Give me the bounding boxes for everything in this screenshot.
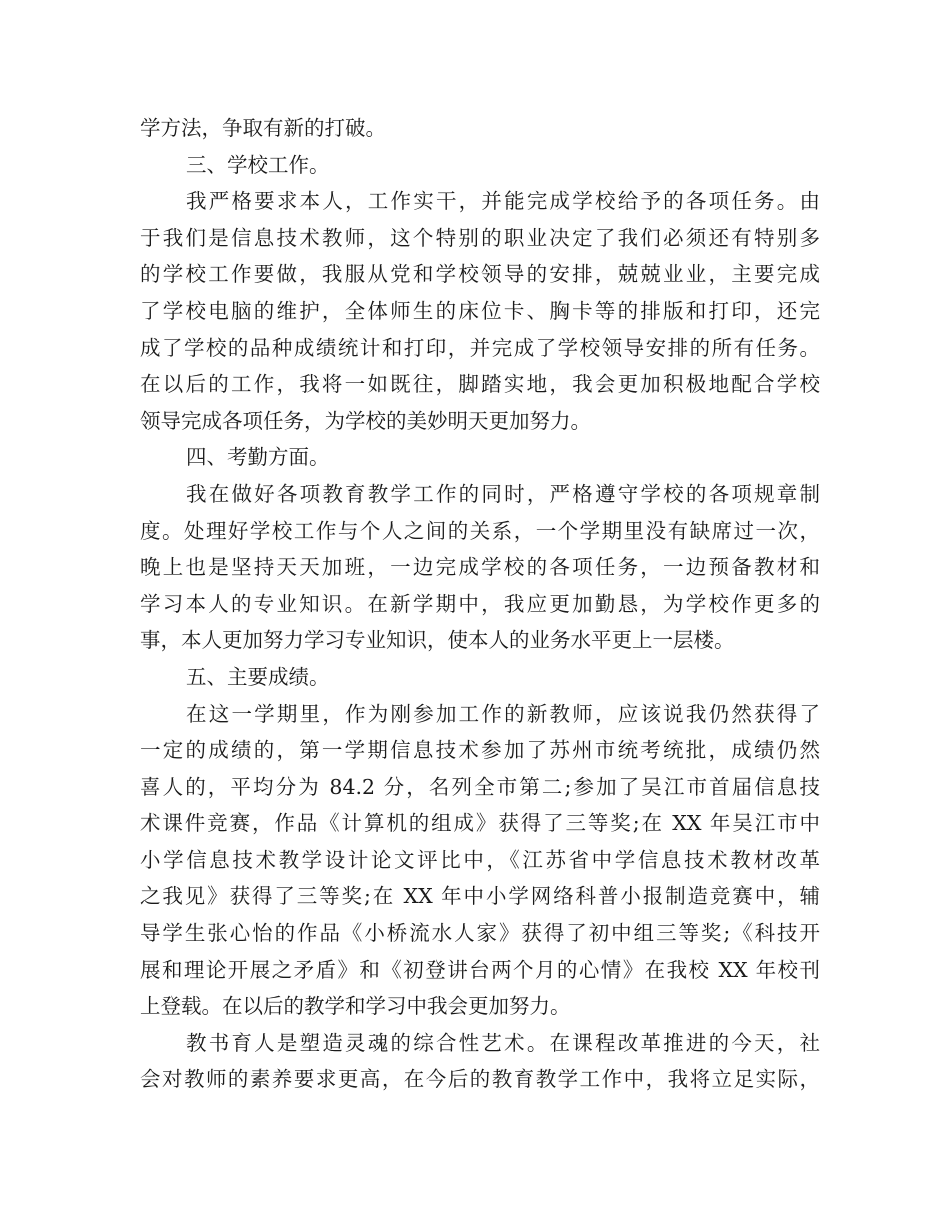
section-heading: 四、考勤方面。 (186, 445, 330, 470)
text-line: 喜人的，平均分为 84.2 分，名列全市第二;参加了吴江市首届信息技 (140, 774, 820, 799)
section-heading: 三、学校工作。 (186, 152, 330, 177)
text-line: 的学校工作要做，我服从党和学校领导的安排，兢兢业业，主要完成 (140, 262, 820, 287)
text-line: 领导完成各项任务，为学校的美妙明天更加努力。 (140, 408, 591, 433)
text-line: 事，本人更加努力学习专业知识，使本人的业务水平更上一层楼。 (140, 628, 735, 653)
text-line: 在这一学期里，作为刚参加工作的新教师，应该说我仍然获得了 (186, 701, 820, 726)
text-line: 教书育人是塑造灵魂的综合性艺术。在课程改革推进的今天，社 (186, 1030, 820, 1055)
text-line: 我严格要求本人，工作实干，并能完成学校给予的各项任务。由 (186, 189, 820, 214)
text-line: 之我见》获得了三等奖;在 XX 年中小学网络科普小报制造竞赛中，辅 (140, 884, 820, 909)
section-heading: 五、主要成绩。 (186, 664, 330, 689)
text-line: 小学信息技术教学设计论文评比中，《江苏省中学信息技术教材改革 (140, 847, 820, 872)
text-line: 会对教师的素养要求更高，在今后的教育教学工作中，我将立足实际， (140, 1067, 820, 1092)
text-line: 于我们是信息技术教师，这个特别的职业决定了我们必须还有特别多 (140, 225, 820, 250)
text-line: 我在做好各项教育教学工作的同时，严格遵守学校的各项规章制 (186, 481, 820, 506)
text-line: 导学生张心怡的作品《小桥流水人家》获得了初中组三等奖;《科技开 (140, 921, 820, 946)
text-line: 度。处理好学校工作与个人之间的关系，一个学期里没有缺席过一次， (140, 518, 820, 543)
text-line: 一定的成绩的，第一学期信息技术参加了苏州市统考统批，成绩仍然 (140, 738, 820, 763)
text-line: 在以后的工作，我将一如既往，脚踏实地，我会更加积极地配合学校 (140, 372, 820, 397)
text-line: 了学校电脑的维护，全体师生的床位卡、胸卡等的排版和打印，还完 (140, 298, 820, 323)
text-line: 术课件竞赛，作品《计算机的组成》获得了三等奖;在 XX 年吴江市中 (140, 811, 820, 836)
text-line: 晚上也是坚持天天加班，一边完成学校的各项任务，一边预备教材和 (140, 555, 820, 580)
text-line: 学习本人的专业知识。在新学期中，我应更加勤恳，为学校作更多的 (140, 591, 820, 616)
text-line: 学方法，争取有新的打破。 (140, 116, 386, 140)
document-body (140, 110, 820, 1098)
text-line: 成了学校的品种成绩统计和打印，并完成了学校领导安排的所有任务。 (140, 335, 820, 360)
text-line: 上登载。在以后的教学和学习中我会更加努力。 (140, 994, 571, 1019)
text-line: 展和理论开展之矛盾》和《初登讲台两个月的心情》在我校 XX 年校刊 (140, 957, 820, 982)
